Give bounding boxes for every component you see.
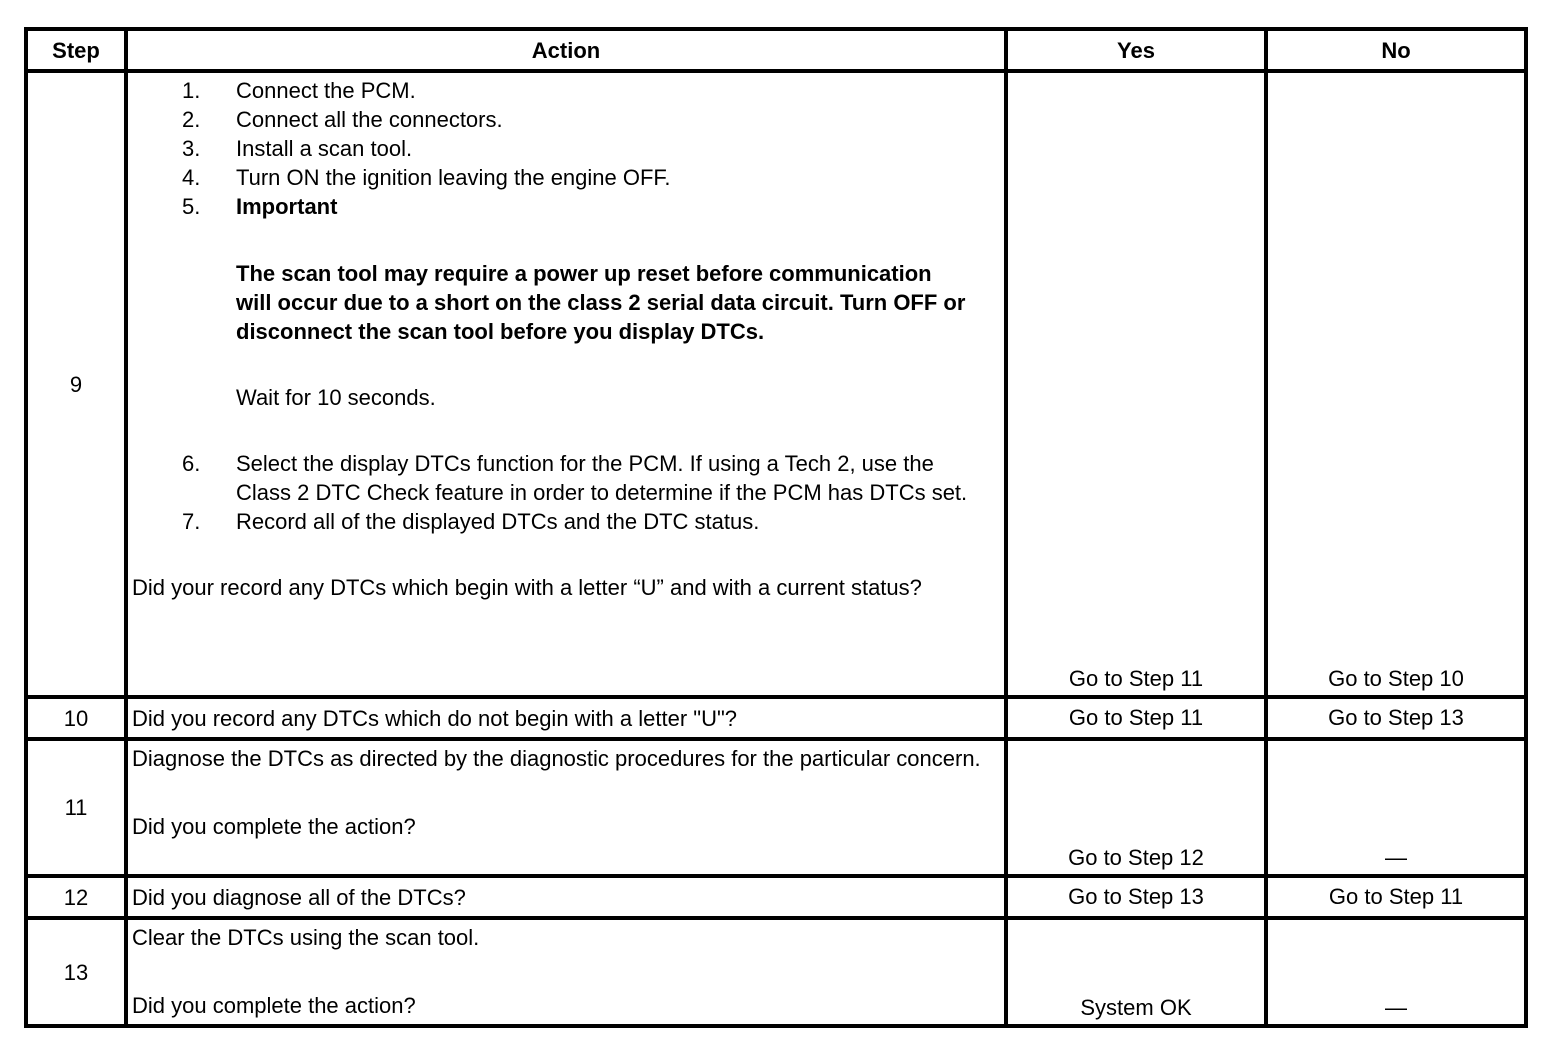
list-item [132,76,1000,105]
question-text: Did you diagnose all of the DTCs? [126,876,1006,918]
step-number: 11 [26,739,126,876]
list-text: Select the display DTCs function for the PCM. If using a Tech 2, use the Class 2 DTC Check feature in order to determine if the PCM has DTCs set. [236,451,968,505]
no-cell: Go to Step 11 [1266,876,1526,918]
action-cell [126,71,1006,697]
list-text: Turn ON the ignition leaving the engine OFF. [236,165,671,190]
table-row-step-13 [26,918,1526,1026]
table-row-step-9 [26,71,1526,697]
step-number: 13 [26,918,126,1026]
yes-cell: System OK [1006,918,1266,1026]
step-number: 10 [26,697,126,739]
action-text: Clear the DTCs using the scan tool. [132,925,480,950]
question-text: Did you complete the action? [132,814,416,839]
list-item [132,163,1000,192]
list-text: Connect all the connectors. [236,107,503,132]
list-text: Connect the PCM. [236,78,416,103]
question-text: Did your record any DTCs which begin with a letter “U” and with a current status? [132,575,922,600]
spacer [132,773,1000,812]
no-cell: Go to Step 10 [1266,71,1526,697]
important-label: Important [236,194,338,219]
list-number: 7. [182,509,201,534]
no-cell: — [1266,918,1526,1026]
action-cell [126,918,1006,1026]
list-item [132,507,1000,536]
yes-cell: Go to Step 13 [1006,876,1266,918]
list-text: Record all of the displayed DTCs and the DTC status. [236,509,760,534]
spacer [236,221,1000,259]
list-text: Install a scan tool. [236,136,413,161]
list-number: 2. [182,107,201,132]
no-cell: Go to Step 13 [1266,697,1526,739]
list-item [132,134,1000,163]
no-cell: — [1266,739,1526,876]
header-step: Step [26,29,126,71]
step-number: 9 [26,71,126,697]
wait-text: Wait for 10 seconds. [236,385,436,410]
action-cell [126,739,1006,876]
diagnostic-table [24,27,1528,1028]
spacer [236,412,1000,449]
table-row-step-10 [26,697,1526,739]
question-text: Did you complete the action? [132,993,416,1018]
list-item [132,105,1000,134]
yes-cell: Go to Step 12 [1006,739,1266,876]
table-row-step-12 [26,876,1526,918]
header-yes: Yes [1006,29,1266,71]
step-number: 12 [26,876,126,918]
list-item [132,192,1000,449]
spacer [132,536,1000,573]
question-text: Did you record any DTCs which do not begin with a letter "U"? [126,697,1006,739]
list-number: 3. [182,136,201,161]
spacer [236,346,1000,383]
important-note: The scan tool may require a power up reset before communication will occur due to a short on the class 2 serial data circuit. Turn OFF or disconnect the scan tool before you display DTCs. [236,261,966,344]
list-number: 5. [182,194,201,219]
yes-cell: Go to Step 11 [1006,697,1266,739]
header-no: No [1266,29,1526,71]
table-row-step-11 [26,739,1526,876]
yes-cell: Go to Step 11 [1006,71,1266,697]
list-number: 1. [182,78,201,103]
spacer [132,952,1000,991]
list-number: 6. [182,451,201,476]
action-steps-list [132,73,1000,536]
header-action: Action [126,29,1006,71]
list-item [132,449,1000,507]
action-text: Diagnose the DTCs as directed by the diagnostic procedures for the particular concern. [132,746,981,771]
list-number: 4. [182,165,201,190]
header-row [26,29,1526,71]
